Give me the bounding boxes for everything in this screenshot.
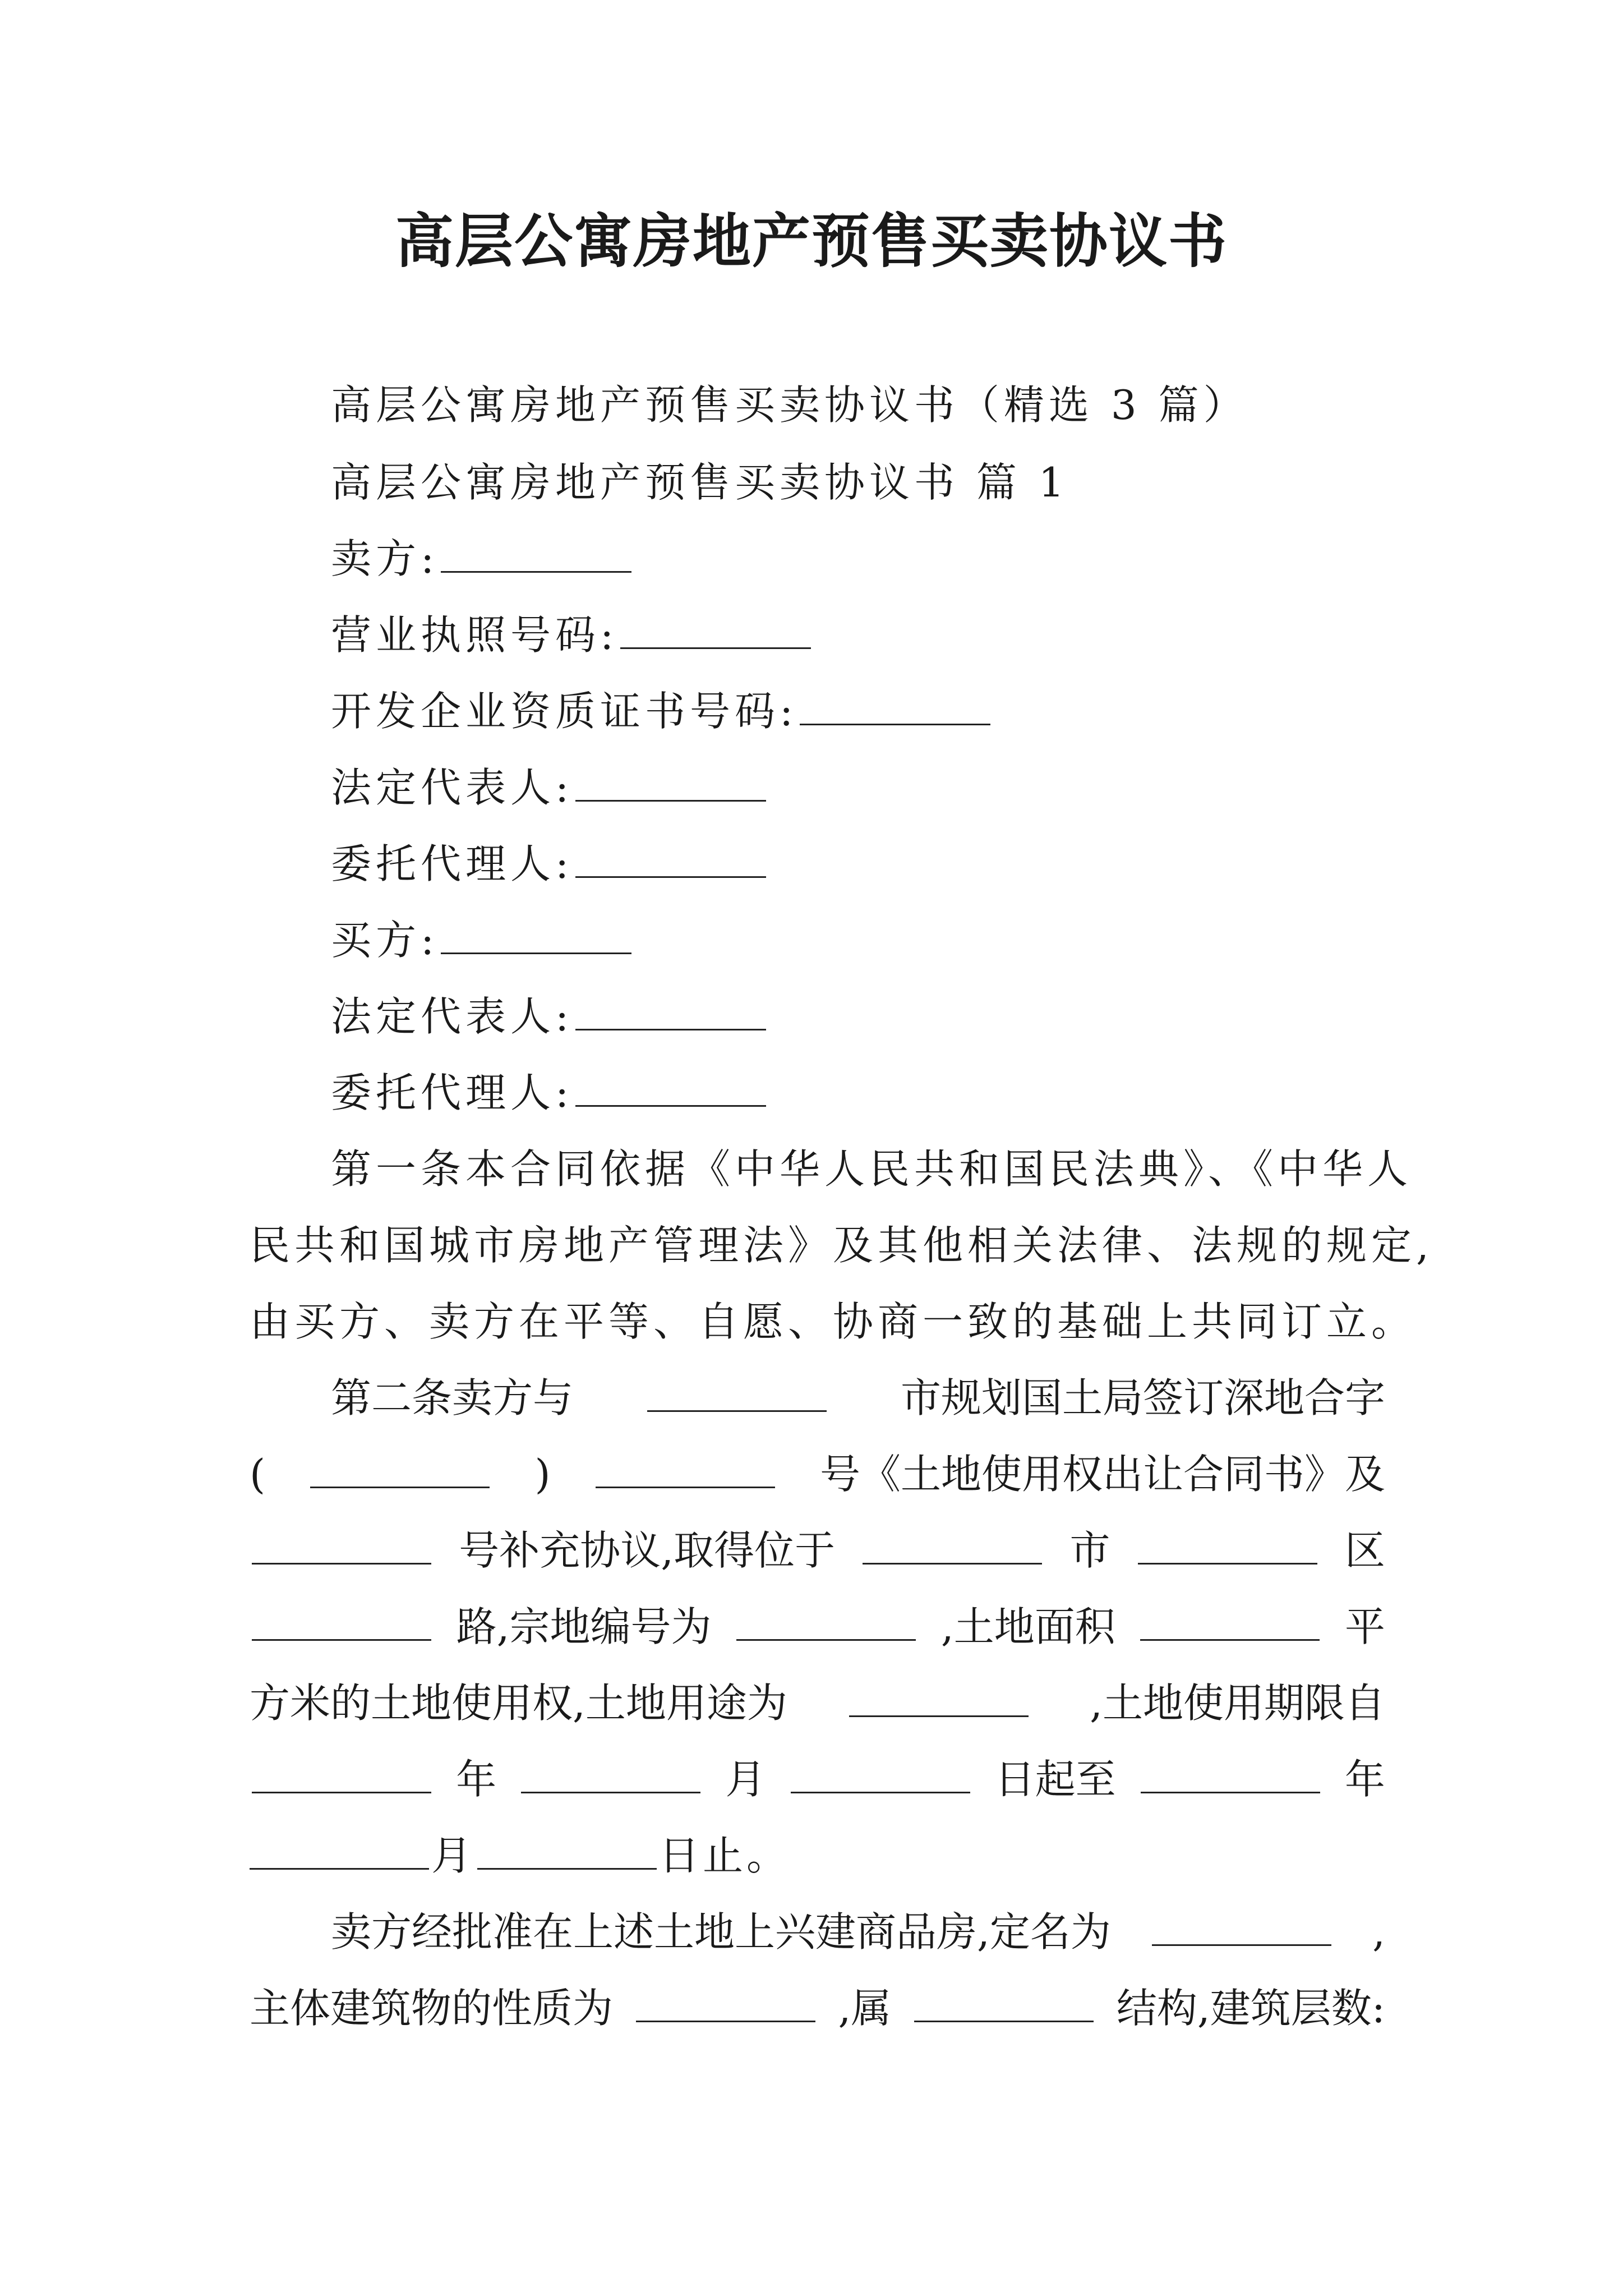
- article2-line3: [250, 1522, 1385, 1579]
- article2-line4: [250, 1599, 1385, 1655]
- blank-line: [310, 1453, 490, 1488]
- text-run: (: [250, 1451, 266, 1498]
- field-label: 营业执照号码:: [331, 611, 619, 659]
- text-run: 号《土地使用权出让合同书》及: [819, 1451, 1385, 1498]
- blank-line: [252, 1605, 431, 1641]
- text-run: 区: [1344, 1527, 1385, 1574]
- blank-line: [575, 1071, 766, 1107]
- text-run: 第二条卖方与: [331, 1374, 574, 1421]
- article2-line1: [331, 1370, 1385, 1426]
- blank-line: [1141, 1758, 1320, 1793]
- article2-line5: [250, 1675, 1385, 1731]
- article1-line2: 民共和国城市房地产管理法》及其他相关法律、法规的规定,: [250, 1222, 1433, 1269]
- blank-line: [636, 1987, 815, 2022]
- text-run: 结构,建筑层数:: [1116, 1985, 1385, 2032]
- field-seller: [331, 531, 634, 587]
- blank-line: [620, 614, 811, 649]
- blank-line: [1138, 1529, 1317, 1565]
- article2-line6: [250, 1751, 1385, 1807]
- blank-line: [647, 1377, 827, 1412]
- document-title: 高层公寓房地产预售买卖协议书: [395, 206, 1228, 275]
- text-run: 月: [725, 1756, 766, 1803]
- blank-line: [800, 690, 990, 725]
- blank-line: [521, 1758, 700, 1793]
- field-buyer-rep: [331, 988, 768, 1045]
- field-license: [331, 607, 813, 663]
- blank-line: [736, 1605, 916, 1641]
- blank-line: [849, 1682, 1029, 1717]
- text-run: ,土地使用期限自: [1090, 1680, 1385, 1727]
- text-run: 年: [456, 1756, 497, 1803]
- field-qualification: [331, 683, 993, 739]
- field-buyer-agent: [331, 1065, 768, 1121]
- text-run: 路,宗地编号为: [456, 1603, 712, 1650]
- text-run: 市: [1069, 1527, 1110, 1574]
- blank-line: [441, 537, 631, 573]
- blank-line: [791, 1758, 970, 1793]
- blank-line: [250, 1834, 429, 1870]
- blank-line: [863, 1529, 1042, 1565]
- blank-line: [575, 766, 766, 802]
- field-seller-agent: [331, 836, 768, 892]
- text-run: ,: [1372, 1908, 1385, 1955]
- para3-line2: [250, 1980, 1385, 2036]
- blank-line: [1140, 1605, 1320, 1641]
- text-run: 日止。: [659, 1832, 791, 1879]
- text-run: ): [534, 1451, 551, 1498]
- text-run: 号补充协议,取得位于: [459, 1527, 836, 1574]
- field-label: 卖方:: [331, 535, 439, 582]
- field-label: 委托代理人:: [331, 1069, 574, 1116]
- text-run: 市规划国土局签订深地合字: [900, 1374, 1385, 1421]
- text-run: ,属: [838, 1985, 892, 2032]
- article1-line3: 由买方、卖方在平等、自愿、协商一致的基础上共同订立。: [250, 1298, 1417, 1345]
- article2-line2: [250, 1446, 1385, 1502]
- blank-line: [252, 1529, 431, 1565]
- blank-line: [914, 1987, 1094, 2022]
- article2-line7: [250, 1828, 790, 1884]
- text-run: 平: [1344, 1603, 1385, 1650]
- blank-line: [252, 1758, 431, 1793]
- text-run: 年: [1344, 1756, 1385, 1803]
- blank-line: [441, 919, 631, 954]
- subtitle: 高层公寓房地产预售买卖协议书（精选 3 篇）: [331, 381, 1248, 429]
- text-run: 月: [431, 1832, 476, 1879]
- field-label: 法定代表人:: [331, 993, 574, 1040]
- blank-line: [477, 1834, 657, 1870]
- article1-line1: 第一条本合同依据《中华人民共和国民法典》、《中华人: [331, 1145, 1413, 1193]
- blank-line: [575, 995, 766, 1030]
- section-heading: 高层公寓房地产预售买卖协议书 篇 1: [331, 459, 1069, 506]
- text-run: 卖方经批准在上述土地上兴建商品房,定名为: [331, 1908, 1111, 1955]
- text-run: 方米的土地使用权,土地用途为: [250, 1680, 787, 1727]
- text-run: 主体建筑物的性质为: [250, 1985, 614, 2032]
- text-run: 日起至: [994, 1756, 1116, 1803]
- field-label: 法定代表人:: [331, 764, 574, 811]
- field-label: 开发企业资质证书号码:: [331, 688, 798, 735]
- field-buyer: [331, 912, 634, 968]
- field-label: 买方:: [331, 917, 439, 964]
- blank-line: [575, 843, 766, 878]
- blank-line: [1152, 1911, 1331, 1946]
- text-run: ,土地面积: [940, 1603, 1115, 1650]
- field-label: 委托代理人:: [331, 840, 574, 887]
- field-seller-rep: [331, 760, 768, 816]
- blank-line: [596, 1453, 775, 1488]
- para3-line1: [331, 1904, 1385, 1960]
